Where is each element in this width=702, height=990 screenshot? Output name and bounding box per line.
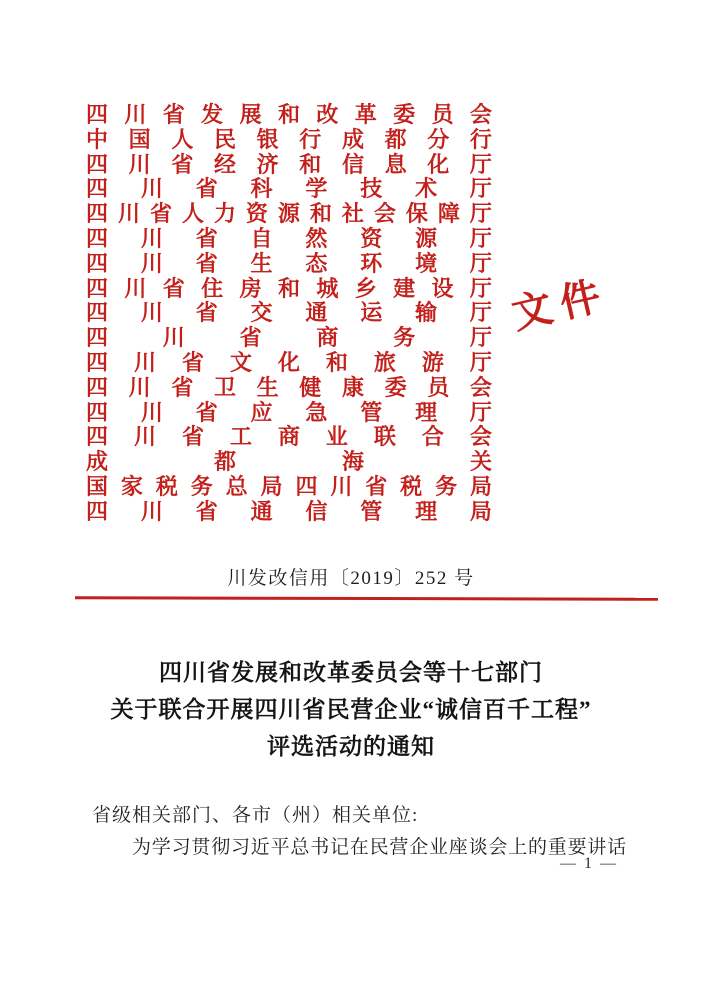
department-row	[86, 401, 492, 426]
department-char: 化	[427, 151, 450, 177]
department-char: 厅	[469, 151, 492, 177]
department-char: 川	[330, 473, 353, 499]
department-char: 四	[86, 151, 109, 177]
department-char: 四	[86, 374, 109, 400]
department-row	[86, 252, 492, 277]
department-char: 关	[469, 449, 492, 475]
department-char: 川	[162, 325, 185, 351]
department-char: 工	[229, 424, 252, 450]
department-char: 厅	[469, 275, 492, 301]
doc-title-line: 四川省发展和改革委员会等十七部门	[159, 660, 543, 685]
department-char: 联	[373, 424, 396, 450]
department-char: 力	[213, 201, 236, 227]
department-char: 四	[86, 250, 109, 276]
doc-type-label: 文件	[507, 271, 614, 338]
department-char: 资	[360, 225, 383, 251]
department-char: 局	[469, 498, 492, 524]
department-char: 省	[195, 250, 218, 276]
department-row	[86, 500, 492, 525]
department-char: 技	[360, 176, 383, 202]
department-char: 成	[86, 449, 109, 475]
department-char: 省	[195, 225, 218, 251]
department-char: 游	[421, 349, 444, 375]
department-char: 局	[260, 473, 283, 499]
department-char: 省	[365, 473, 388, 499]
body-first-line: 为学习贯彻习近平总书记在民营企业座谈会上的重要讲话	[132, 837, 628, 858]
department-char: 交	[250, 300, 273, 326]
department-char: 管	[360, 399, 383, 425]
doc-number: 川发改信用〔2019〕252 号	[227, 568, 475, 589]
department-char: 改	[316, 102, 339, 127]
department-row	[86, 475, 492, 500]
department-char: 乡	[354, 275, 377, 301]
department-char: 息	[384, 151, 407, 177]
department-row	[86, 153, 492, 178]
department-char: 省	[195, 176, 218, 202]
department-char: 建	[393, 275, 416, 301]
department-char: 康	[341, 374, 364, 400]
department-char: 旅	[373, 349, 396, 375]
department-char: 省	[195, 399, 218, 425]
department-char: 源	[415, 225, 438, 251]
doc-title-line: 评选活动的通知	[267, 734, 435, 759]
department-char: 生	[256, 374, 279, 400]
department-row	[86, 103, 492, 128]
red-separator-line	[75, 596, 658, 601]
department-char: 商	[277, 424, 300, 450]
department-char: 理	[415, 498, 438, 524]
department-char: 省	[162, 275, 185, 301]
department-char: 障	[437, 201, 460, 227]
department-char: 四	[86, 102, 109, 127]
department-char: 文	[229, 349, 252, 375]
department-char: 急	[305, 399, 328, 425]
department-char: 家	[120, 473, 143, 499]
department-char: 民	[213, 126, 236, 152]
department-row	[86, 277, 492, 302]
department-char: 和	[277, 102, 300, 127]
department-row	[86, 351, 492, 376]
page-number: — 1 —	[560, 855, 618, 872]
department-char: 厅	[469, 399, 492, 425]
department-char: 展	[239, 102, 262, 127]
department-char: 科	[250, 176, 273, 202]
department-char: 川	[117, 201, 140, 227]
department-char: 信	[305, 498, 328, 524]
department-row	[86, 128, 492, 153]
department-char: 业	[325, 424, 348, 450]
department-char: 住	[201, 275, 224, 301]
department-char: 川	[124, 102, 147, 127]
department-row	[86, 227, 492, 252]
department-char: 川	[140, 176, 163, 202]
department-char: 银	[256, 126, 279, 152]
department-char: 源	[277, 201, 300, 227]
department-char: 信	[341, 151, 364, 177]
department-char: 四	[86, 399, 109, 425]
department-char: 委	[393, 102, 416, 127]
department-char: 四	[86, 275, 109, 301]
department-char: 化	[277, 349, 300, 375]
department-char: 术	[415, 176, 438, 202]
department-char: 房	[239, 275, 262, 301]
department-char: 四	[86, 498, 109, 524]
department-char: 川	[133, 349, 156, 375]
department-char: 川	[133, 424, 156, 450]
department-char: 国	[86, 473, 109, 499]
department-char: 厅	[469, 300, 492, 326]
department-char: 发	[201, 102, 224, 127]
department-char: 和	[325, 349, 348, 375]
department-char: 税	[400, 473, 423, 499]
department-char: 省	[171, 374, 194, 400]
doc-title-line: 关于联合开展四川省民营企业“诚信百千工程”	[110, 697, 592, 722]
department-char: 省	[181, 349, 204, 375]
department-char: 分	[427, 126, 450, 152]
department-char: 输	[415, 300, 438, 326]
department-char: 省	[162, 102, 185, 127]
department-char: 委	[384, 374, 407, 400]
department-char: 川	[124, 275, 147, 301]
department-char: 应	[250, 399, 273, 425]
department-row	[86, 202, 492, 227]
department-char: 国	[128, 126, 151, 152]
department-char: 四	[86, 424, 109, 450]
department-char: 员	[427, 374, 450, 400]
department-char: 省	[171, 151, 194, 177]
department-char: 会	[469, 374, 492, 400]
department-char: 海	[341, 449, 364, 475]
department-char: 总	[225, 473, 248, 499]
department-char: 川	[140, 250, 163, 276]
department-char: 环	[360, 250, 383, 276]
department-char: 自	[250, 225, 273, 251]
department-char: 社	[341, 201, 364, 227]
department-char: 革	[354, 102, 377, 127]
department-char: 四	[295, 473, 318, 499]
department-char: 员	[431, 102, 454, 127]
department-char: 和	[277, 275, 300, 301]
department-char: 通	[305, 300, 328, 326]
department-row	[86, 326, 492, 351]
department-char: 四	[86, 300, 109, 326]
department-char: 省	[239, 325, 262, 351]
department-char: 合	[421, 424, 444, 450]
department-char: 川	[128, 151, 151, 177]
department-char: 境	[415, 250, 438, 276]
department-char: 生	[250, 250, 273, 276]
department-char: 通	[250, 498, 273, 524]
department-char: 态	[305, 250, 328, 276]
department-char: 人	[171, 126, 194, 152]
department-char: 厅	[469, 176, 492, 202]
department-char: 四	[86, 176, 109, 202]
department-char: 济	[256, 151, 279, 177]
department-char: 商	[316, 325, 339, 351]
department-char: 局	[469, 473, 492, 499]
department-char: 保	[405, 201, 428, 227]
department-char: 川	[140, 498, 163, 524]
department-char: 然	[305, 225, 328, 251]
department-char: 厅	[469, 250, 492, 276]
department-char: 厅	[469, 325, 492, 351]
department-char: 省	[195, 300, 218, 326]
department-char: 省	[181, 424, 204, 450]
salutation: 省级相关部门、各市（州）相关单位:	[92, 805, 419, 826]
department-char: 资	[245, 201, 268, 227]
department-char: 四	[86, 325, 109, 351]
department-char: 务	[435, 473, 458, 499]
department-char: 厅	[469, 201, 492, 227]
department-char: 四	[86, 349, 109, 375]
department-char: 和	[309, 201, 332, 227]
department-char: 川	[140, 225, 163, 251]
department-char: 会	[469, 424, 492, 450]
department-char: 四	[86, 225, 109, 251]
department-char: 健	[299, 374, 322, 400]
department-row	[86, 450, 492, 475]
department-char: 务	[393, 325, 416, 351]
department-char: 川	[140, 300, 163, 326]
department-char: 省	[149, 201, 172, 227]
department-row	[86, 301, 492, 326]
department-char: 厅	[469, 225, 492, 251]
department-char: 税	[155, 473, 178, 499]
department-char: 会	[373, 201, 396, 227]
department-char: 行	[469, 126, 492, 152]
department-row	[86, 376, 492, 401]
department-char: 经	[213, 151, 236, 177]
department-char: 卫	[213, 374, 236, 400]
department-char: 省	[195, 498, 218, 524]
department-row	[86, 177, 492, 202]
department-char: 城	[316, 275, 339, 301]
department-char: 行	[299, 126, 322, 152]
department-char: 都	[384, 126, 407, 152]
department-char: 理	[415, 399, 438, 425]
department-char: 成	[341, 126, 364, 152]
department-char: 中	[86, 126, 109, 152]
department-char: 学	[305, 176, 328, 202]
department-char: 运	[360, 300, 383, 326]
department-char: 会	[469, 102, 492, 127]
department-list	[86, 103, 492, 525]
department-char: 都	[213, 449, 236, 475]
department-row	[86, 425, 492, 450]
department-char: 设	[431, 275, 454, 301]
department-char: 人	[181, 201, 204, 227]
department-char: 川	[140, 399, 163, 425]
department-char: 管	[360, 498, 383, 524]
department-char: 厅	[469, 349, 492, 375]
department-char: 川	[128, 374, 151, 400]
department-char: 四	[86, 201, 109, 227]
department-char: 和	[299, 151, 322, 177]
department-char: 务	[190, 473, 213, 499]
doc-title	[0, 654, 702, 765]
